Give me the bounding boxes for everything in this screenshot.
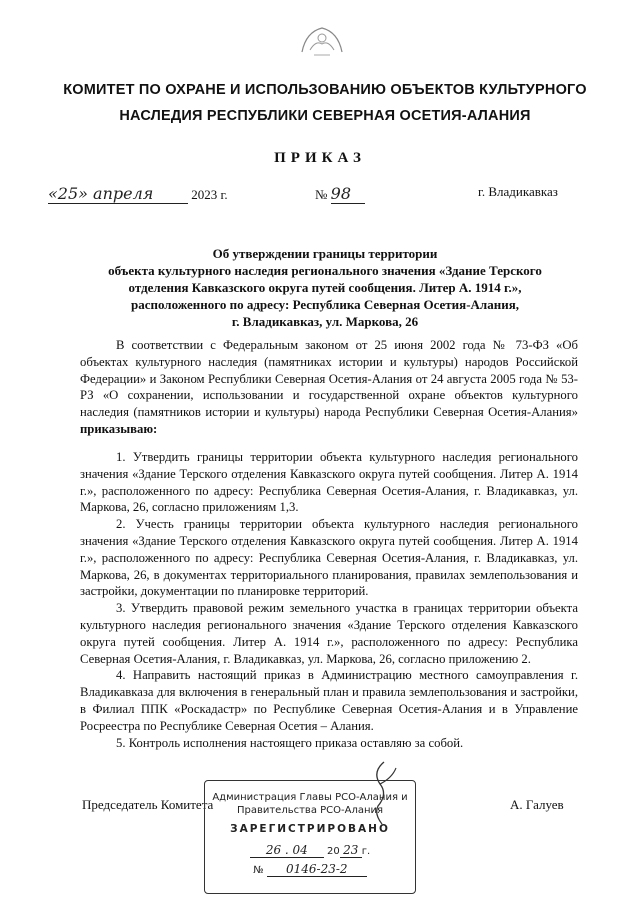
stamp-year-handwritten: 23 [340,843,362,858]
stamp-year-suffix: г. [361,846,371,857]
stamp-year-prefix: 20 [327,846,340,857]
stamp-number-handwritten: 0146-23-2 [267,862,367,877]
signatory-position: Председатель Комитета [82,797,214,812]
stamp-date-handwritten: 26 . 04 [250,843,324,858]
order-number-prefix: № [315,187,328,202]
stamp-line-2: Правительства РСО-Алания [236,805,384,816]
organization-name-line-1: КОМИТЕТ ПО ОХРАНЕ И ИСПОЛЬЗОВАНИЮ ОБЪЕКТОВ КУЛЬТУРНОГО [63,82,587,98]
subject-line-2: объекта культурного наследия регионального значения «Здание Терского [108,263,542,278]
stamp-registered: ЗАРЕГИСТРИРОВАНО [230,823,390,835]
preamble-paragraph [80,337,578,438]
preamble-text: В соответствии с Федеральным законом от 25 июня 2002 года № 73-ФЗ «Об объектах культурного наследия (памятниках истории и культуры) народов Российской Федерации» и Законом Республики Северная Осетия-Алания от 24 августа 2005 года № 53-РЗ «О сохранении, использовании и государственной охране объектов культурного наследия (памятников истории и культуры) народа Республики Северная Осетия-Алания» [80,338,578,420]
order-date-handwritten: «25» апреля [48,184,188,204]
order-subject [80,245,570,330]
order-item-2: 2. Учесть границы территории объекта культурного наследия регионального значения «Здание Терского отделения Кавказского округа путей сообщения. Литер А. 1914 г.», расположенного по адресу: Республика Северная Осетия-Алания, г. Владикавказ, ул. Маркова, 26, в документах территориального планирования, правилах землепользования и застройки, документации по планировке территорий. [80,517,578,599]
stamp-number-prefix: № [253,865,264,876]
stamp-number [205,862,415,877]
stamp-line-1: Администрация Главы РСО-Алания и [212,792,408,803]
document-title: ПРИКАЗ [274,150,366,166]
order-item-5: 5. Контроль исполнения настоящего приказа оставляю за собой. [116,735,464,750]
signatory-name: А. Галуев [510,797,564,812]
order-year: 2023 г. [191,187,228,202]
order-item-3: 3. Утвердить правовой режим земельного участка в границах территории объекта культурного наследия регионального значения «Здание Терского отделения Кавказского округа путей сообщения. Литер А. 1914 г.», расположенного по адресу: Республика Северная Осетия-Алания, г. Владикавказ, ул. Маркова, 26, согласно приложению 2. [80,601,578,666]
order-item-4: 4. Направить настоящий приказ в Администрацию местного самоуправления г. Владикавказа для включения в генеральный план и правила землепользования и застройки, в Филиал ППК «Роскадастр» по Республике Северная Осетия-Алания и в Управление Росреестра по Республике Северная Осетия – Алания. [80,668,578,733]
order-number-handwritten: 98 [331,184,365,204]
preamble-bold: приказываю: [80,421,158,436]
order-item-1: 1. Утвердить границы территории объекта культурного наследия регионального значения «Здание Терского отделения Кавказского округа путей сообщения. Литер А. 1914 г.», расположенного по адресу: Республика Северная Осетия-Алания, г. Владикавказ, ул. Маркова, 26, согласно приложениям 1,3. [80,450,578,515]
order-city: г. Владикавказ [478,184,558,199]
subject-line-4: расположенного по адресу: Республика Северная Осетия-Алания, [130,297,519,312]
subject-line-5: г. Владикавказ, ул. Маркова, 26 [231,314,419,329]
signature-mark [366,758,406,828]
coat-of-arms-emblem [296,22,348,62]
order-date [48,184,228,204]
organization-name-line-2: НАСЛЕДИЯ РЕСПУБЛИКИ СЕВЕРНАЯ ОСЕТИЯ-АЛАНИЯ [119,108,531,124]
subject-line-3: отделения Кавказского округа путей сообщения. Литер А. 1914 г.», [128,280,522,295]
subject-line-1: Об утверждении границы территории [212,246,438,261]
stamp-date [205,843,415,858]
order-number [315,184,365,204]
order-items [80,449,578,751]
